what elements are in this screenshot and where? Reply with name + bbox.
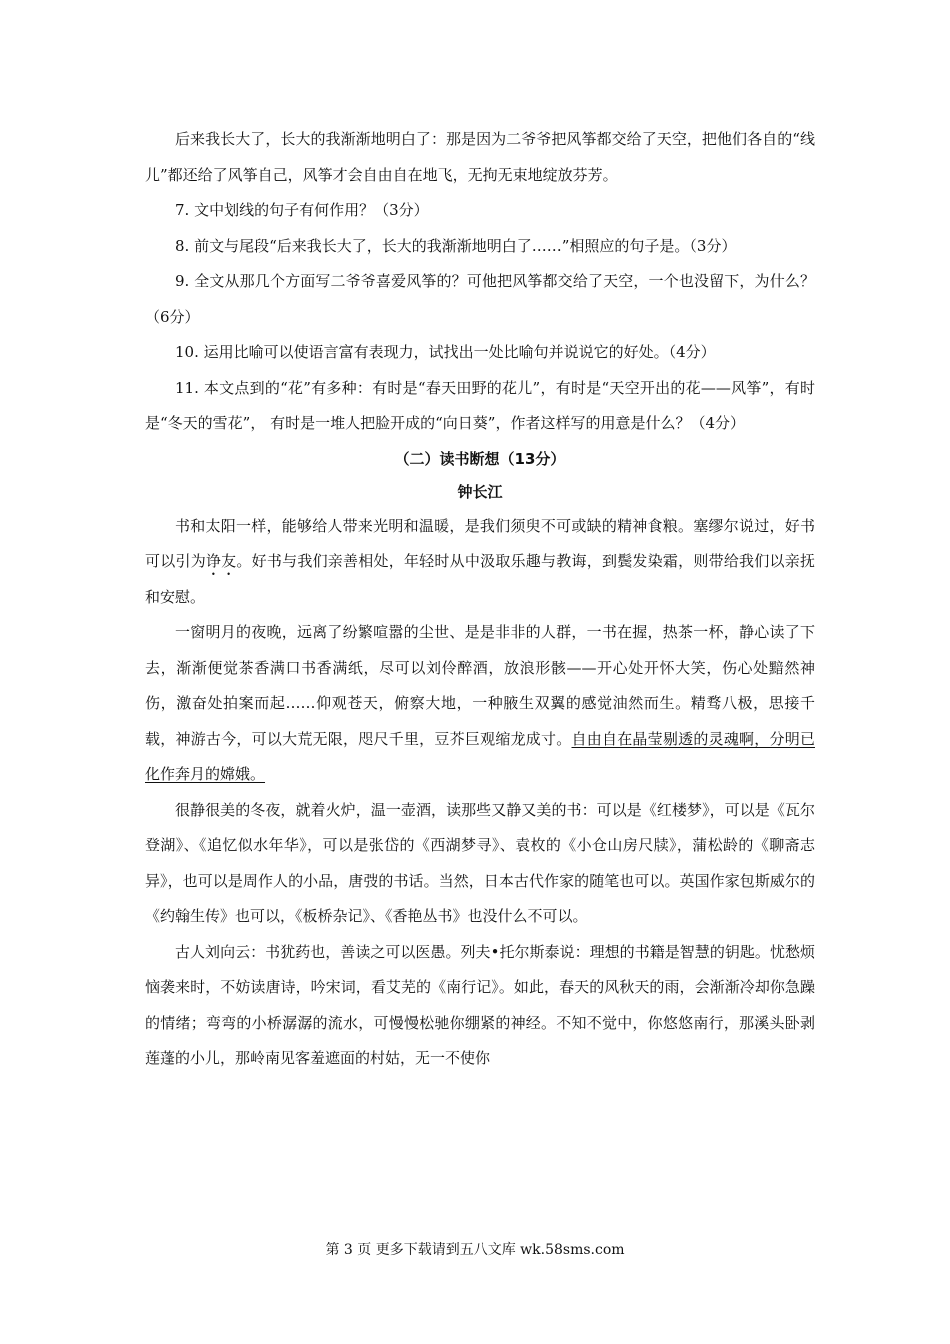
underlined-sentence: 自由自在晶莹剔透的灵魂啊，分明已化作奔月的嫦娥。 (145, 729, 815, 783)
question-9: 9. 全文从那几个方面写二爷爷喜爱风筝的？可他把风筝都交给了天空，一个也没留下，为什么？（6分） (145, 272, 815, 326)
paragraph-ending: 后来我长大了，长大的我渐渐地明白了：那是因为二爷爷把风筝都交给了天空，把他们各自的“线儿”都还给了风筝自己，风筝才会自由自在地飞，无拘无束地绽放芬芳。 (145, 130, 815, 184)
question-7: 7. 文中划线的句子有何作用？（3分） (175, 201, 429, 219)
article-p1-start: 书和太阳一样，能够给人带来光明和温暖，是我们须臾不可或缺的精神食粮。塞缪尔说过，好书可以引为 (145, 516, 815, 570)
section-author: 钟长江 (457, 482, 503, 501)
document-body (145, 122, 815, 1077)
article-paragraph-2 (145, 615, 815, 793)
article-paragraph-4: 古人刘向云：书犹药也，善读之可以医愚。列夫•托尔斯泰说：理想的书籍是智慧的钥匙。忧愁烦恼袭来时，不妨读唐诗，吟宋词，看艾芜的《南行记》。如此，春天的风秋天的雨，会渐渐冷却你急躁的情绪；弯弯的小桥潺潺的流水，可慢慢松驰你绷紧的神经。不知不觉中，你悠悠南行，那溪头卧剥莲蓬的小儿，那岭南见客羞遮面的村姑，无一不使你 (145, 942, 815, 1067)
emphasized-word: 诤友 (205, 552, 237, 570)
question-8: 8. 前文与尾段“后来我长大了，长大的我渐渐地明白了……”相照应的句子是。（3分） (175, 236, 737, 255)
article-p1-end: 。好书与我们亲善相处，年轻时从中汲取乐趣与教诲，到鬓发染霜，则带给我们以亲抚和安慰。 (145, 552, 815, 606)
article-paragraph-1 (145, 509, 815, 616)
article-p2-text: 一窗明月的夜晚，远离了纷繁喧嚣的尘世、是是非非的人群，一书在握，热茶一杯，静心读了下去，渐渐便觉茶香满口书香满纸，尽可以刘伶醉酒，放浪形骸——开心处开怀大笑，伤心处黯然神伤，激奋处拍案而起……仰观苍天，俯察大地，一种腋生双翼的感觉油然而生。精骛八极，思接千载，神游古今，可以大荒无限，咫尺千里，豆芥巨观缩龙成寸。 (145, 623, 815, 748)
article-paragraph-3: 很静很美的冬夜，就着火炉，温一壶酒，读那些又静又美的书：可以是《红楼梦》，可以是《瓦尔登湖》、《追忆似水年华》，可以是张岱的《西湖梦寻》、袁枚的《小仓山房尺牍》，蒲松龄的《聊斋志异》，也可以是周作人的小品，唐弢的书话。当然，日本古代作家的随笔也可以。英国作家包斯威尔的《约翰生传》也可以，《板桥杂记》、《香艳丛书》也没什么不可以。 (145, 800, 815, 925)
question-10: 10. 运用比喻可以使语言富有表现力，试找出一处比喻句并说说它的好处。（4分） (175, 343, 716, 361)
page-footer: 第 3 页 更多下载请到五八文库 wk.58sms.com (325, 1242, 625, 1258)
section-title: （二）读书断想（13分） (394, 449, 566, 468)
question-11: 11. 本文点到的“花”有多种：有时是“春天田野的花儿”，有时是“天空开出的花——风筝”，有时是“冬天的雪花”， 有时是一堆人把脸开成的“向日葵”，作者这样写的用意是什么？（4分） (145, 378, 815, 432)
